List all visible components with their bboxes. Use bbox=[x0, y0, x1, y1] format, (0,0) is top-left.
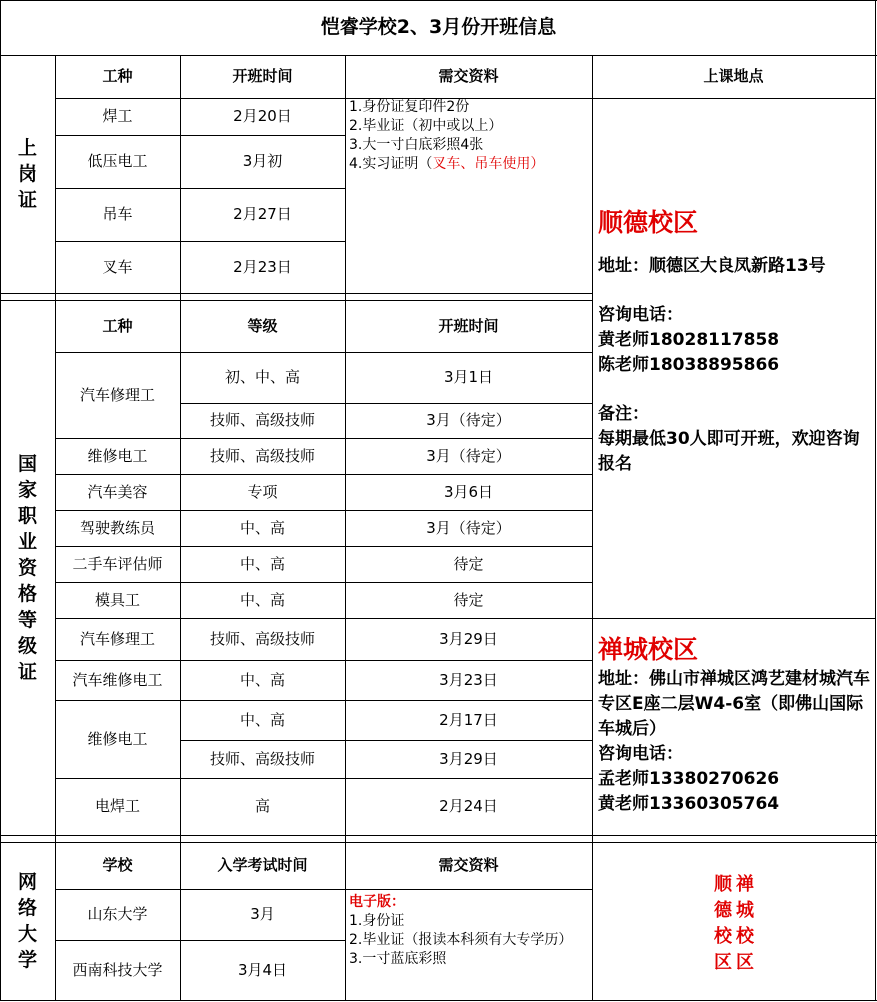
campus-vertical-char: 校 bbox=[736, 926, 754, 947]
table-cell-time: 3月（待定） bbox=[426, 518, 511, 537]
table-cell-school: 西南科技大学 bbox=[72, 960, 163, 979]
campus-vertical-char: 禅 bbox=[736, 874, 754, 895]
table-cell-time: 待定 bbox=[453, 554, 484, 573]
campus-vertical-char: 校 bbox=[714, 926, 732, 947]
grid-line bbox=[592, 55, 593, 1001]
table-cell-level: 初、中、高 bbox=[224, 368, 300, 387]
table-cell-level: 中、高 bbox=[239, 710, 285, 729]
section-label-char: 业 bbox=[17, 530, 37, 553]
table-cell-time: 3月1日 bbox=[443, 368, 494, 387]
table-cell-trade: 低压电工 bbox=[87, 152, 148, 171]
table-cell-level: 中、高 bbox=[239, 518, 285, 537]
table-cell-time: 待定 bbox=[453, 590, 484, 609]
materials-item: 4.实习证明（叉车、吊车使用） bbox=[349, 156, 545, 172]
header-materials: 需交资料 bbox=[438, 67, 499, 86]
table-cell-trade: 汽车修理工 bbox=[79, 629, 155, 648]
section-label-char: 岗 bbox=[17, 163, 37, 185]
table-cell-level: 技师、高级技师 bbox=[209, 629, 315, 648]
table-cell-trade: 汽车修理工 bbox=[79, 385, 155, 404]
section-label-char: 家 bbox=[17, 478, 37, 501]
frame-bottom bbox=[0, 1000, 877, 1001]
contact-item: 陈老师18038895866 bbox=[598, 355, 780, 375]
materials-item: 1.身份证复印件2份 bbox=[349, 99, 470, 115]
campus-vertical-char: 顺 bbox=[714, 874, 732, 895]
table-cell-time: 2月20日 bbox=[233, 107, 292, 126]
phone-label: 咨询电话： bbox=[598, 744, 683, 764]
campus-address: 地址：顺德区大良凤新路13号 bbox=[598, 256, 826, 276]
table-cell-school: 山东大学 bbox=[87, 905, 148, 924]
section-label-char: 上 bbox=[17, 137, 37, 159]
materials-item: 2.毕业证（报读本科须有大专学历） bbox=[349, 932, 573, 948]
section-label-char: 证 bbox=[17, 189, 37, 211]
section-label-char: 国 bbox=[17, 452, 37, 475]
materials-list bbox=[349, 98, 592, 293]
campus-vertical-char: 区 bbox=[736, 952, 754, 973]
header-start-time: 开班时间 bbox=[438, 316, 499, 335]
table-cell-time: 3月29日 bbox=[439, 629, 498, 648]
page-title: 恺睿学校2、3月份开班信息 bbox=[320, 15, 557, 38]
materials-item: 2.毕业证（初中或以上） bbox=[349, 118, 503, 134]
header-materials: 需交资料 bbox=[438, 856, 499, 875]
table-cell-level: 专项 bbox=[247, 482, 278, 501]
campus-vertical-col-1 bbox=[712, 872, 734, 976]
phone-label: 咨询电话： bbox=[598, 305, 683, 325]
section-label-guojia bbox=[0, 300, 55, 835]
campus-vertical-col-2 bbox=[734, 872, 756, 976]
table-cell-trade: 汽车美容 bbox=[87, 482, 148, 501]
materials-item: 3.一寸蓝底彩照 bbox=[349, 951, 447, 967]
table-cell-time: 3月4日 bbox=[237, 960, 288, 979]
table-cell-time: 3月23日 bbox=[439, 670, 498, 689]
table-cell-time: 3月初 bbox=[242, 152, 283, 171]
table-cell-time: 2月23日 bbox=[233, 257, 292, 276]
table-cell-time: 3月（待定） bbox=[426, 411, 511, 430]
contact-item: 孟老师13380270626 bbox=[598, 769, 780, 789]
contact-item: 黄老师13360305764 bbox=[598, 794, 780, 814]
header-school: 学校 bbox=[102, 856, 133, 875]
header-level: 等级 bbox=[247, 316, 278, 335]
section-divider bbox=[0, 835, 877, 836]
section-label-char: 职 bbox=[17, 504, 37, 527]
section-label-char: 学 bbox=[17, 949, 37, 971]
note-text: 每期最低30人即可开班，欢迎咨询报名 bbox=[598, 429, 860, 474]
section-label-char: 大 bbox=[17, 923, 37, 945]
section-label-char: 证 bbox=[17, 660, 37, 683]
table-cell-trade: 电焊工 bbox=[94, 797, 140, 816]
table-cell-time: 3月（待定） bbox=[426, 446, 511, 465]
section-divider bbox=[0, 293, 592, 294]
table-cell-time: 3月6日 bbox=[443, 482, 494, 501]
section-label-char: 资 bbox=[17, 556, 37, 579]
campus-name: 顺德校区 bbox=[598, 208, 699, 237]
table-cell-trade: 叉车 bbox=[102, 257, 133, 276]
table-cell-time: 2月17日 bbox=[439, 710, 498, 729]
section-label-char: 络 bbox=[17, 897, 37, 919]
table-cell-level: 中、高 bbox=[239, 554, 285, 573]
table-cell-level: 技师、高级技师 bbox=[209, 446, 315, 465]
table-cell-trade: 吊车 bbox=[102, 205, 133, 224]
online-materials-list bbox=[349, 893, 589, 969]
section-label-wangluo bbox=[0, 842, 55, 1000]
table-cell-trade: 焊工 bbox=[102, 107, 133, 126]
table-cell-trade: 二手车评估师 bbox=[72, 554, 163, 573]
note-label: 备注： bbox=[598, 404, 649, 424]
table-cell-level: 高 bbox=[254, 797, 270, 816]
section-label-char: 级 bbox=[17, 634, 37, 657]
materials-title: 电子版： bbox=[349, 894, 405, 910]
campus-name: 禅城校区 bbox=[598, 635, 699, 664]
header-trade: 工种 bbox=[102, 316, 133, 335]
section-label-shanggang bbox=[0, 55, 55, 293]
table-cell-trade: 汽车维修电工 bbox=[72, 670, 163, 689]
table-cell-level: 中、高 bbox=[239, 590, 285, 609]
table-cell-trade: 维修电工 bbox=[87, 446, 148, 465]
section-label-char: 格 bbox=[17, 582, 37, 605]
materials-item: 3.大一寸白底彩照4张 bbox=[349, 137, 484, 153]
campus-vertical-char: 区 bbox=[714, 952, 732, 973]
header-start-time: 开班时间 bbox=[232, 67, 293, 86]
table-cell-trade: 维修电工 bbox=[87, 729, 148, 748]
table-cell-time: 2月24日 bbox=[439, 797, 498, 816]
table-cell-trade: 模具工 bbox=[94, 590, 140, 609]
table-cell-level: 中、高 bbox=[239, 670, 285, 689]
section-label-char: 等 bbox=[17, 608, 37, 631]
campus-shunde bbox=[598, 206, 873, 477]
frame-right bbox=[875, 0, 876, 1001]
header-trade: 工种 bbox=[102, 67, 133, 86]
table-cell-time: 2月27日 bbox=[233, 205, 292, 224]
table-cell-level: 技师、高级技师 bbox=[209, 411, 315, 430]
materials-item: 1.身份证 bbox=[349, 913, 405, 929]
campus-chancheng bbox=[598, 633, 873, 817]
contact-item: 黄老师18028117858 bbox=[598, 330, 780, 350]
table-cell-time: 3月29日 bbox=[439, 749, 498, 768]
section-label-char: 网 bbox=[17, 871, 37, 893]
table-cell-time: 3月 bbox=[250, 905, 275, 924]
campus-address: 地址：佛山市禅城区鸿艺建材城汽车专区E座二层W4-6室（即佛山国际车城后） bbox=[598, 669, 870, 739]
table-cell-trade: 驾驶教练员 bbox=[79, 518, 155, 537]
materials-note-red: 叉车、吊车使用） bbox=[432, 156, 545, 172]
header-location: 上课地点 bbox=[703, 67, 764, 86]
header-exam-time: 入学考试时间 bbox=[217, 856, 308, 875]
campus-vertical-char: 德 bbox=[714, 900, 732, 921]
table-cell-level: 技师、高级技师 bbox=[209, 749, 315, 768]
campus-vertical-char: 城 bbox=[736, 900, 754, 921]
